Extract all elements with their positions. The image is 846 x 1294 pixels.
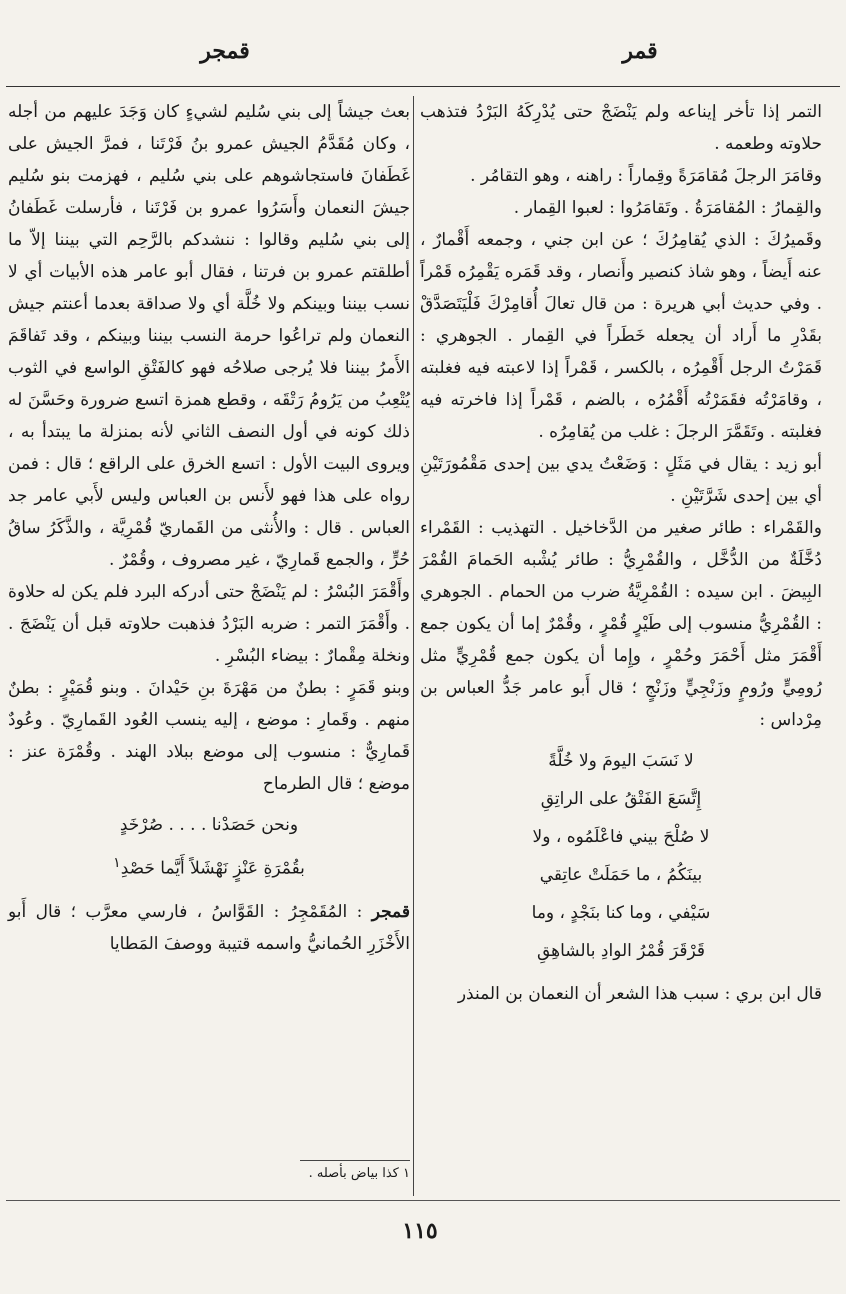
paragraph: قال ابن بري : سبب هذا الشعر أن النعمان بن المنذر xyxy=(457,984,822,1004)
verse-line: إِتَّسَعَ الفَتْقُ على الراتِقِ xyxy=(540,789,702,809)
entry-headword: قمجر xyxy=(371,901,410,922)
paragraph: والقِمارُ : المُقامَرَةُ . وتَقامَرُوا : لعبوا القِمار . xyxy=(513,198,822,218)
right-column xyxy=(420,96,822,1010)
poem-block xyxy=(420,742,822,970)
footnote-marker: ١ xyxy=(113,855,121,871)
header-rule xyxy=(6,86,840,87)
column-divider xyxy=(413,96,414,1196)
paragraph: وأَقْمَرَ البُسْرُ : لم يَنْضَجْ حتى أدركه البرد فلم يكن له حلاوة . وأَقْمَرَ التمر : ضربه البَرْدُ فذهبت حلاوته قبل أن يَنْضَجَ . ونخلة مِقْمارٌ : بيضاء البُسْرِ . xyxy=(8,582,410,666)
paragraph: وقَميرُكَ : الذي يُقامِرُكَ ؛ عن ابن جني ، وجمعه أَقْمارٌ ، عنه أَيضاً ، وهو شاذ كنصير وأَنصار ، وقد قَمَره يَقْمِرُه قَمْراً . وفي حديث أبي هريرة : من قال تعالَ أُقامِرْكَ فَلْيَتَصَدَّقْ بقَدْرِ ما أَراد أن يجعله خَطَراً في القِمار . الجوهري : قَمَرْتُ الرجل أَقْمِرُه ، بالكسر ، قَمْراً إذا لاعبته فيه فغلبته ، وقامَرْتُه فقَمَرْتُه أَقْمُرُه ، بالضم ، قَمْراً إذا فاخرته فيه فغلبته . وتَقَمَّرَ الرجلَ : غلب من يُقامِرُه . xyxy=(420,230,822,442)
paragraph: والقَمْراء : طائر صغير من الدَّخاخيل . التهذيب : القَمْراء دُخَّلَةٌ من الدُّخَّل ، والقُمْرِيُّ : طائر يُشْبه الحَمامَ القُمْرَ البِيضَ . ابن سيده : القُمْرِيَّةُ ضرب من الحمام . الجوهري : القُمْرِيُّ منسوب إلى طَيْرٍ قُمْرٍ ، وقُمْرٌ إما أن يكون جمع أَقْمَرَ مثل أَحْمَرَ وحُمْرٍ ، وإِما أن يكون جمع قُمْرِيٍّ مثل رُومِيٍّ ورُومٍ وزَنْجِيٍّ وزَنْجٍ ؛ قال أَبو عامر جَدُّ العباس بن مِرْداس : xyxy=(420,518,822,730)
entry-text: : المُقَمْجِرُ : القَوَّاسُ ، فارسي معرَّب ؛ قال أَبو الأَخْزَرِ الحُمانيُّ واسمه قتيبة ووصفَ المَطايا xyxy=(8,901,410,954)
paragraph: أبو زيد : يقال في مَثَلٍ : وَضَعْتُ يدي بين إحدى مَقْمُورَتَيْنِ أي بين إحدى شَرَّتَيْنِ . xyxy=(420,454,822,506)
header-root-word-left: قمجر xyxy=(200,38,250,64)
verse-line: لا صُلْحَ بيني فاعْلَمُوه ، ولا xyxy=(532,827,710,847)
poem-block xyxy=(8,806,410,888)
verse-line: سَيْفي ، وما كنا بنَجْدٍ ، وما xyxy=(531,903,711,923)
verse-line: لا نَسَبَ اليومَ ولا خُلَّةً xyxy=(548,751,694,771)
paragraph xyxy=(8,896,410,960)
footer-rule xyxy=(6,1200,840,1201)
verse-line xyxy=(8,844,410,888)
verse-line: قَرْقَرَ قُمْرُ الوادِ بالشاهِقِ xyxy=(536,941,706,961)
page-number: ١١٥ xyxy=(402,1218,438,1244)
paragraph: وبنو قَمَرٍ : بطنٌ من مَهْرَةَ بنِ حَيْدانَ . وبنو قُمَيْرٍ : بطنٌ منهم . وقَمارِ : موضع ، إليه ينسب العُود القَمارِيّ . وعُودٌ قَمارِيٌّ : منسوب إلى موضع ببلاد الهند . وقُمْرَة عنز : موضع ؛ قال الطرماح xyxy=(8,678,410,794)
verse-line: ونحن حَصَدْنا . . . . صُرْخَدٍ xyxy=(119,815,299,835)
paragraph: بعث جيشاً إلى بني سُليم لشيءٍ كان وَجَدَ عليهم من أجله ، وكان مُقَدَّمُ الجيش عمرو بنُ فَرْتَنا ، فمرَّ الجيش على غَطَفانَ فاستجاشوهم على بني سُليم ، فهزمت بنو سُليم جيشَ النعمان وأَسَرُوا عمرو بن فَرْتَنا ، فأرسلت غَطَفانُ إلى بني سُليم وقالوا : ننشدكم بالرَّحِم التي بيننا إلاّ ما أطلقتم عمرو بن فرتنا ، فقال أبو عامر هذه الأبيات أي لا نسب بيننا وبينكم ولا خُلَّة أي ولا صداقة بعدما أعنتم جيش النعمان ولم تراعُوا حرمة النسب بيننا وبينكم ، وقد تَفاقَمَ الأَمرُ بيننا فلا يُرجى صلاحُه فهو كالفَتْقِ الواسع في الثوب يُتْعِبُ من يَرُومُ رَتْقَه ، وقطع همزة اتسع ضرورة وحَسَّنَ له ذلك كونه في أول النصف الثاني لأنه بمنزلة ما يبتدأ به ، ويروى البيت الأول : اتسع الخرق على الراقع ؛ قال : فمن رواه على هذا فهو لأَنس بن العباس وليس لأَبي عامر جد العباس . قال : والأُنثى من القَماريّ قُمْرِيَّة ، والذَّكَرُ ساقُ حُرٍّ ، والجمع قَمارِيّ ، غير مصروف ، وقُمْرٌ . xyxy=(8,102,410,570)
paragraph: التمر إذا تأخر إيناعه ولم يَنْضَجْ حتى يُدْرِكَهُ البَرْدُ فتذهب حلاوته وطعمه . xyxy=(420,102,822,154)
left-column xyxy=(8,96,410,960)
verse-line: بينَكُمُ ، ما حَمَلَتْ عاتِقي xyxy=(539,865,703,885)
paragraph: وقامَرَ الرجلَ مُقامَرَةً وقِماراً : راهنه ، وهو التقامُر . xyxy=(470,166,822,186)
footnote-rule xyxy=(300,1160,410,1161)
footnote: ١ كذا بياض بأصله . xyxy=(308,1166,410,1181)
header-root-word-right: قمر xyxy=(622,38,658,64)
verse-text: بقُمْرَةِ عَنْزٍ نَهْشَلاً أَيَّما حَصْدِ xyxy=(120,858,305,879)
